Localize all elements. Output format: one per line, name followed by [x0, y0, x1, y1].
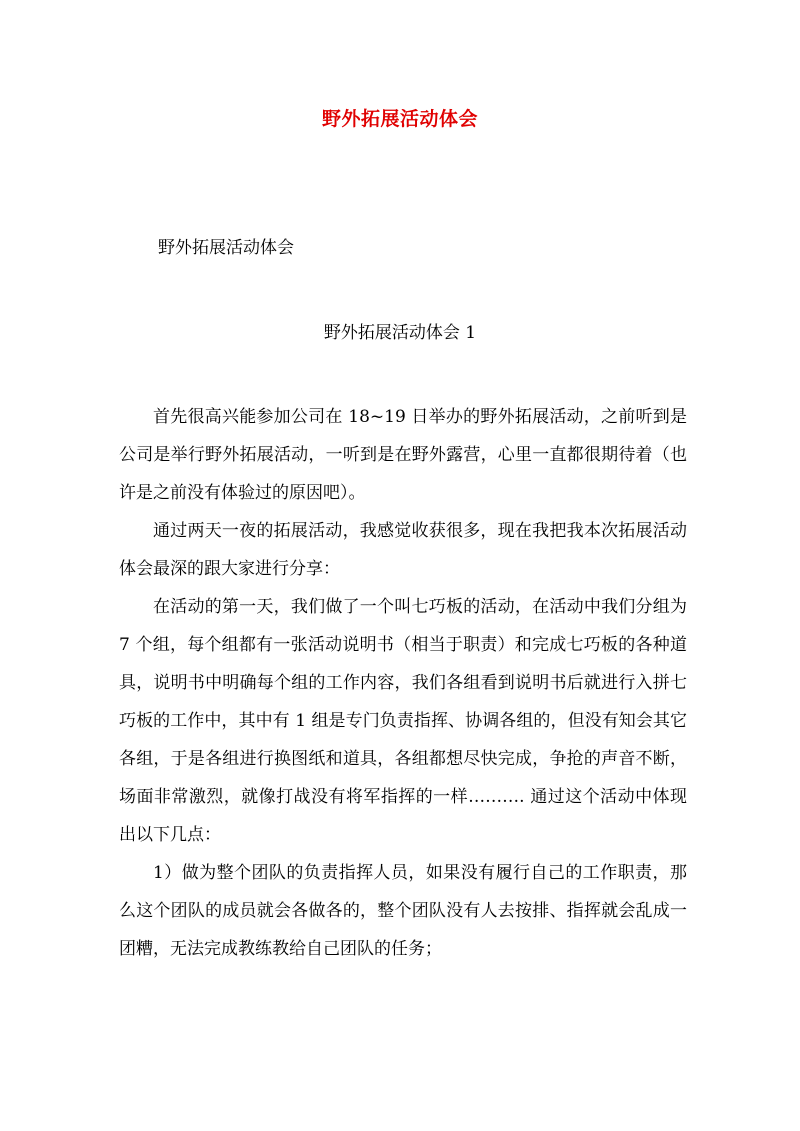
document-title: 野外拓展活动体会 — [321, 108, 478, 130]
document-subtitle: 野外拓展活动体会 — [158, 238, 294, 258]
section-heading: 野外拓展活动体会 1 — [323, 323, 477, 343]
document-body — [119, 398, 687, 968]
paragraph: 在活动的第一天，我们做了一个叫七巧板的活动，在活动中我们分组为 7 个组，每个组都有一张活动说明书（相当于职责）和完成七巧板的各种道具，说明书中明确每个组的工作内容，我们各组看到说明书后就进行入拼七巧板的工作中，其中有 1 组是专门负责指挥、协调各组的，但没有知会其它各组，于是各组进行换图纸和道具，各组都想尽快完成，争抢的声音不断，场面非常激烈，就像打战没有将军指挥的一样………. 通过这个活动中体现出以下几点： — [119, 597, 687, 845]
paragraph: 1）做为整个团队的负责指挥人员，如果没有履行自己的工作职责，那么这个团队的成员就会各做各的，整个团队没有人去按排、指挥就会乱成一团糟，无法完成教练教给自己团队的任务； — [119, 863, 687, 959]
paragraph: 首先很高兴能参加公司在 18~19 日举办的野外拓展活动，之前听到是公司是举行野外拓展活动，一听到是在野外露营，心里一直都很期待着（也许是之前没有体验过的原因吧）。 — [119, 407, 687, 503]
paragraph: 通过两天一夜的拓展活动，我感觉收获很多，现在我把我本次拓展活动体会最深的跟大家进行分享： — [119, 521, 687, 579]
